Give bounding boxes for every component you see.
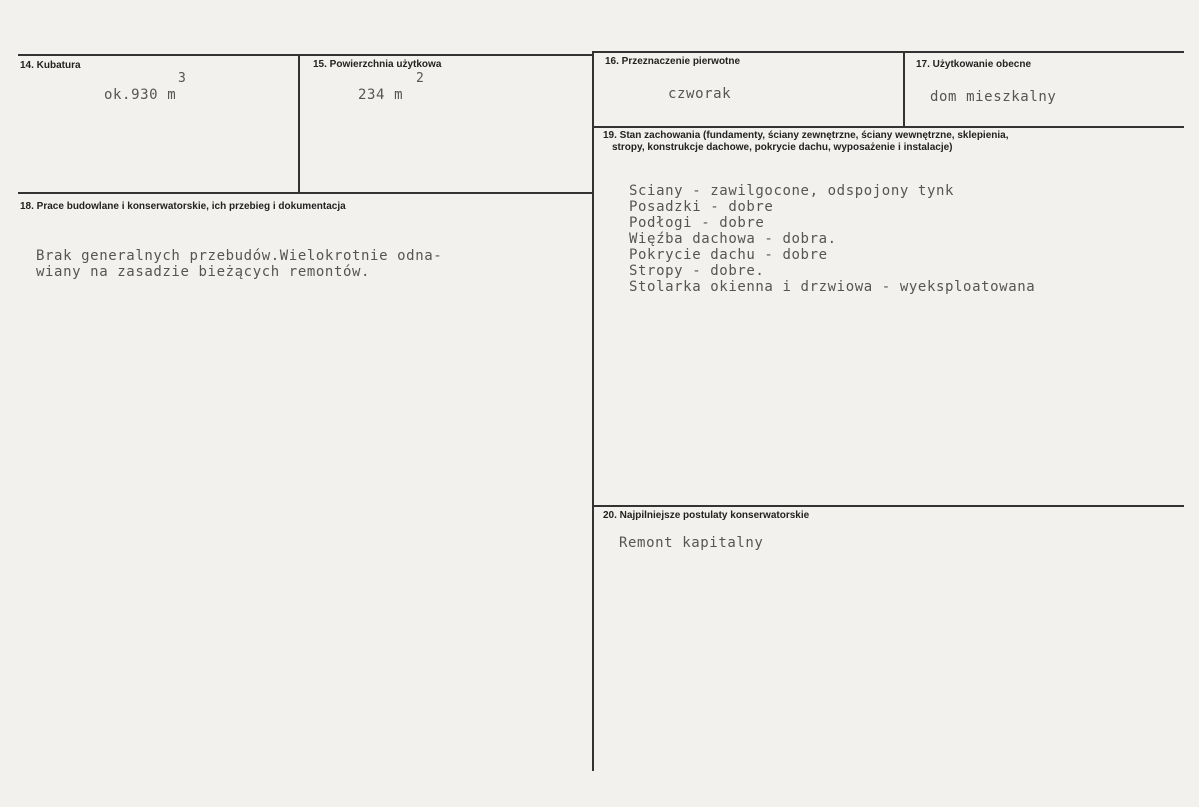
field-17-label: 17. Użytkowanie obecne	[916, 59, 1032, 70]
field-18-line-2: wiany na zasadzie bieżących remontów.	[36, 264, 371, 280]
field-16-value: czworak	[668, 86, 732, 102]
field-19-label-line-2: stropy, konstrukcje dachowe, pokrycie dachu, wyposażenie i instalacje)	[612, 142, 953, 153]
field-19-label-line-1: 19. Stan zachowania (fundamenty, ściany zewnętrzne, ściany wewnętrzne, sklepienia,	[603, 130, 1009, 141]
field-19-line-3: Podłogi - dobre	[629, 215, 765, 231]
divider-16-17	[903, 51, 905, 127]
field-14-label: 14. Kubatura	[20, 60, 81, 71]
field-14-superscript: 3	[178, 71, 187, 86]
field-15-label: 15. Powierzchnia użytkowa	[313, 59, 442, 70]
field-17-value: dom mieszkalny	[930, 89, 1057, 105]
field-18-line-1: Brak generalnych przebudów.Wielokrotnie odna-	[36, 248, 443, 264]
field-15-superscript: 2	[416, 71, 425, 86]
field-15-value: 234 m	[358, 87, 404, 103]
top-rule-right	[594, 51, 1184, 53]
field-19-text	[629, 183, 1035, 295]
field-19-line-6: Stropy - dobre.	[629, 263, 765, 279]
field-20-label: 20. Najpilniejsze postulaty konserwatorskie	[603, 510, 810, 521]
field-19-line-7: Stolarka okienna i drzwiowa - wyeksploatowana	[629, 279, 1036, 295]
field-18-label: 18. Prace budowlane i konserwatorskie, ich przebieg i dokumentacja	[20, 201, 346, 212]
center-divider	[592, 51, 594, 771]
rule-above-18	[18, 192, 592, 194]
field-20-value: Remont kapitalny	[619, 535, 764, 551]
field-19-line-1: Sciany - zawilgocone, odspojony tynk	[629, 183, 955, 199]
divider-14-15	[298, 56, 300, 193]
rule-above-19	[594, 126, 1184, 128]
field-18-text	[36, 248, 442, 280]
field-19-line-4: Więźba dachowa - dobra.	[629, 231, 837, 247]
rule-above-20	[594, 505, 1184, 507]
field-14-value: ok.930 m	[104, 87, 177, 103]
field-16-label: 16. Przeznaczenie pierwotne	[605, 56, 741, 67]
top-rule-left	[18, 54, 592, 56]
field-19-line-2: Posadzki - dobre	[629, 199, 774, 215]
field-19-line-5: Pokrycie dachu - dobre	[629, 247, 828, 263]
